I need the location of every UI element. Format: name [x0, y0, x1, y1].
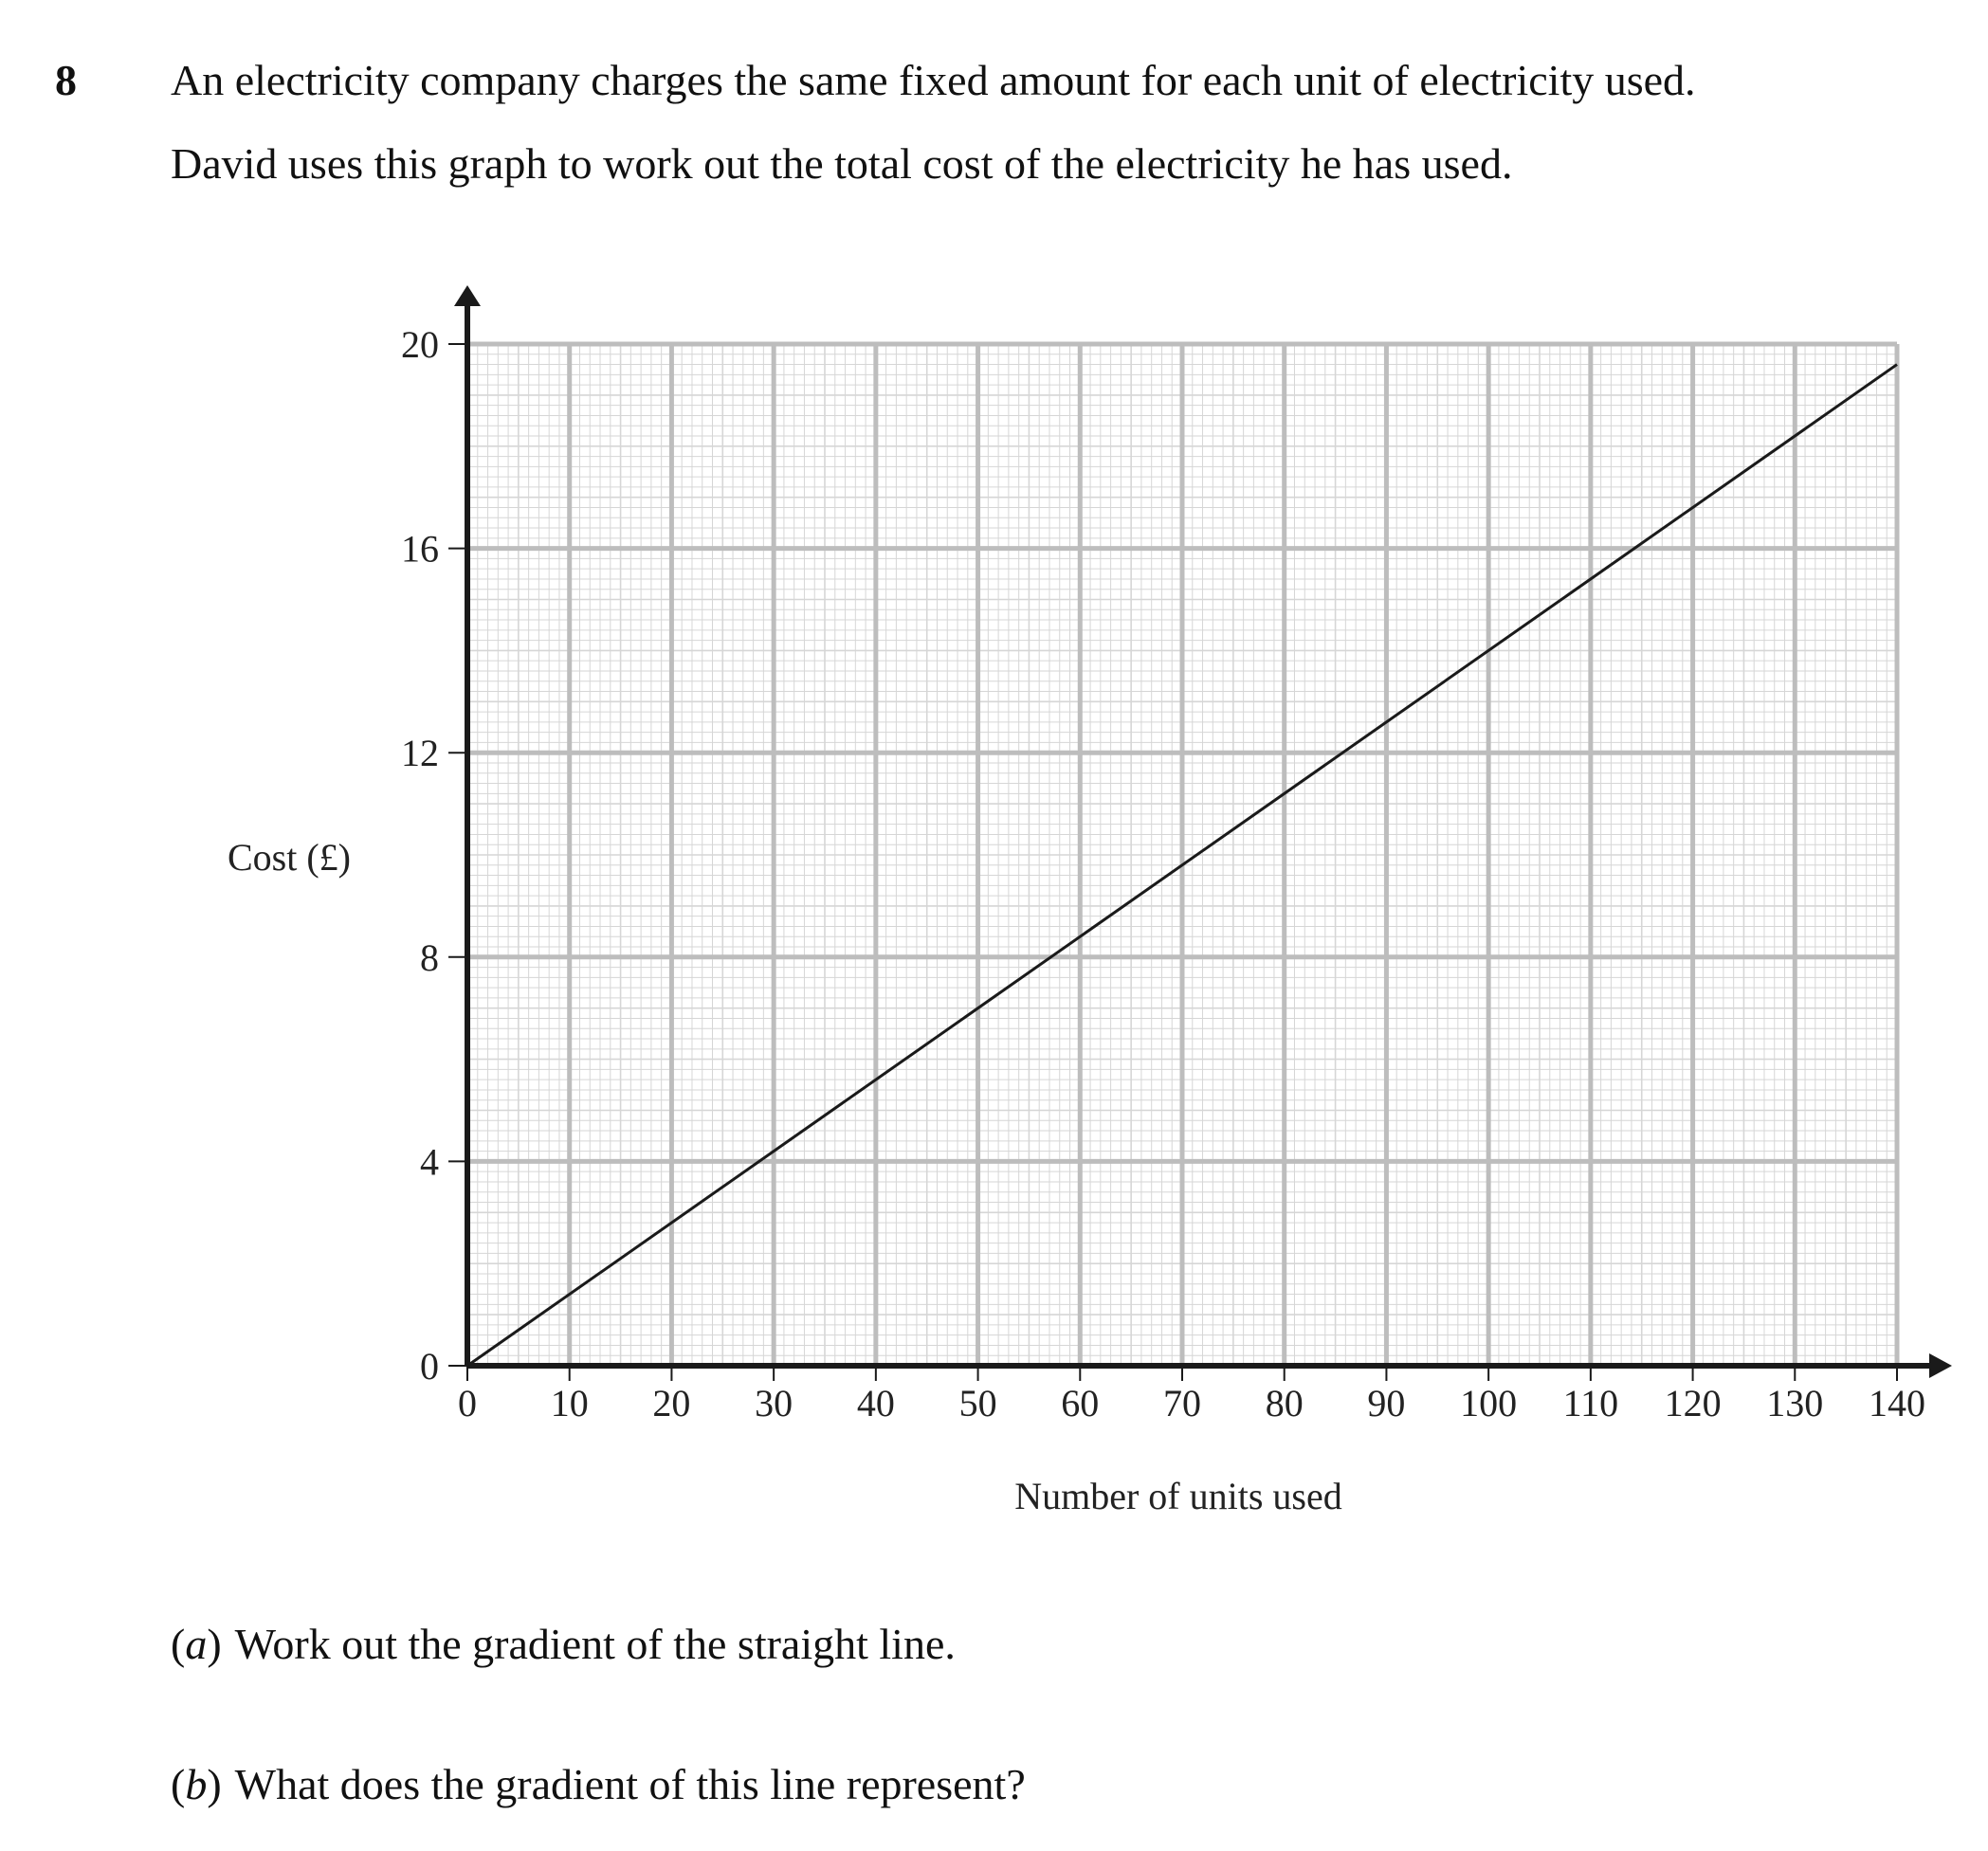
x-tick-label: 70	[1163, 1382, 1201, 1425]
y-axis-arrow	[454, 285, 481, 306]
x-tick-label: 90	[1367, 1382, 1406, 1425]
x-tick-label: 110	[1562, 1382, 1619, 1425]
part-b-label: b	[185, 1760, 208, 1808]
y-tick-label: 0	[420, 1345, 439, 1388]
x-tick-label: 120	[1664, 1382, 1722, 1425]
x-tick-label: 130	[1766, 1382, 1824, 1425]
x-tick-label: 10	[550, 1382, 589, 1425]
x-tick-label: 50	[958, 1382, 997, 1425]
y-tick-label: 4	[420, 1140, 439, 1184]
y-tick-label: 12	[401, 732, 439, 775]
question-intro-line-2: David uses this graph to work out the total cost of the electricity he has used.	[171, 139, 1513, 188]
x-tick-label: 20	[652, 1382, 691, 1425]
x-tick-label: 140	[1869, 1382, 1925, 1425]
question-part-b: (b) What does the gradient of this line represent?	[171, 1760, 1026, 1808]
question-number: 8	[55, 56, 77, 104]
chart-ticks	[401, 323, 1925, 1425]
x-axis-label: Number of units used	[1014, 1475, 1342, 1517]
y-tick-label: 20	[401, 323, 439, 366]
x-tick-label: 80	[1265, 1382, 1304, 1425]
x-tick-label: 40	[856, 1382, 895, 1425]
y-tick-label: 16	[401, 527, 439, 571]
y-tick-label: 8	[420, 935, 439, 979]
question-intro-line-1: An electricity company charges the same fixed amount for each unit of electricity used.	[171, 56, 1696, 104]
question-part-a: (a) Work out the gradient of the straight line.	[171, 1620, 956, 1668]
chart-grid	[467, 344, 1897, 1366]
part-b-text: What does the gradient of this line represent?	[234, 1760, 1026, 1808]
x-tick-label: 0	[458, 1382, 477, 1425]
x-axis-arrow	[1929, 1353, 1952, 1378]
x-tick-label: 30	[755, 1382, 793, 1425]
part-a-label: a	[185, 1620, 208, 1668]
part-a-text: Work out the gradient of the straight line.	[234, 1620, 956, 1668]
y-axis-label: Cost (£)	[228, 836, 351, 879]
x-tick-label: 100	[1460, 1382, 1518, 1425]
x-tick-label: 60	[1061, 1382, 1100, 1425]
